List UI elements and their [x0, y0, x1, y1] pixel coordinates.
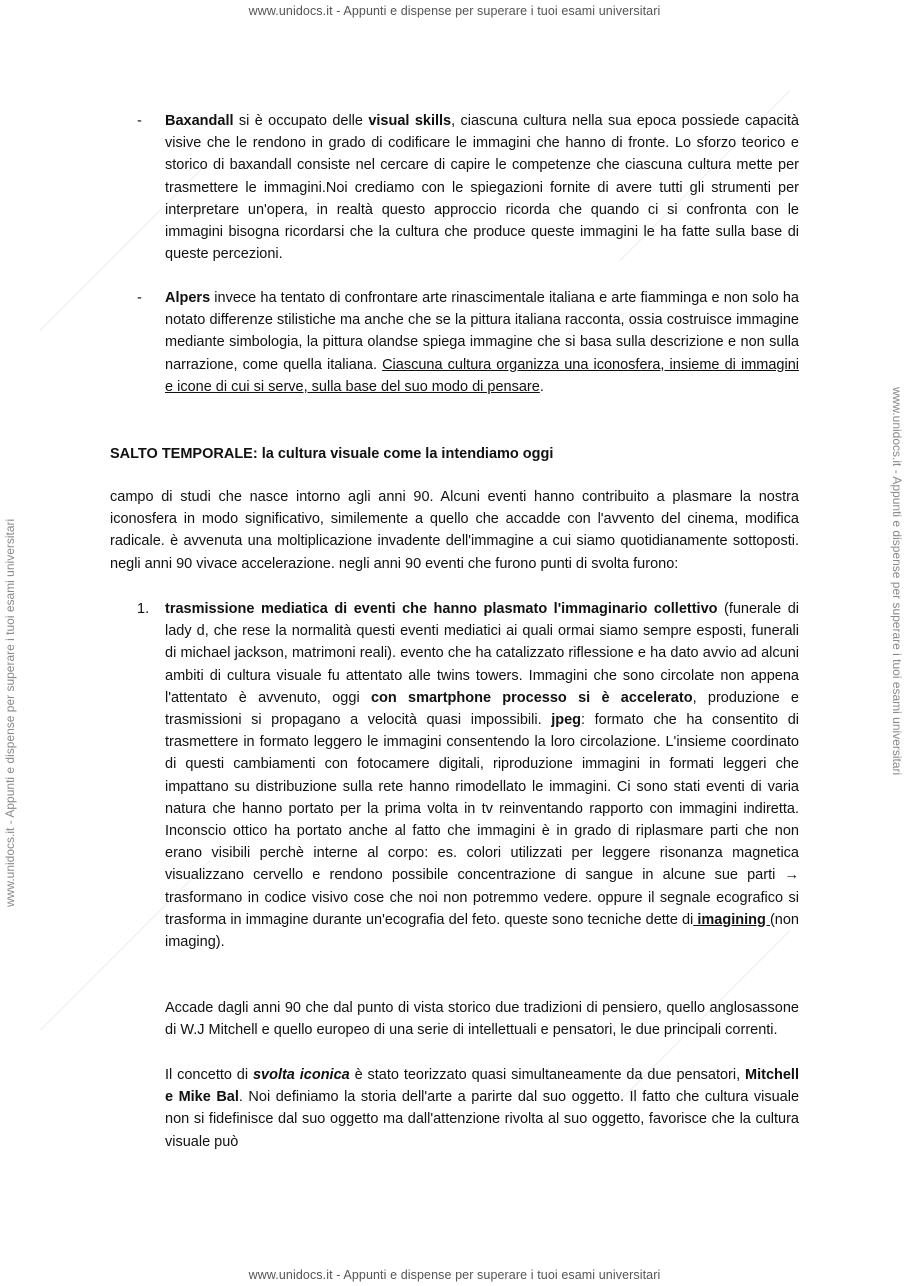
- underlined-sentence: Ciascuna cultura organizza una iconosfera, insieme di immagini e icone di cui si serve, sulla base del suo modo di pensare: [165, 356, 799, 395]
- text: , produzione e trasmissioni si propagano a velocità quasi impossibili.: [165, 689, 799, 729]
- author-names: Mitchell e Mike Bal: [165, 1067, 799, 1106]
- text: Il concetto di: [165, 1067, 253, 1083]
- text: , ciascuna cultura nella sua epoca possiede capacità visive che le rendono in grado di codificare le immagini che hanno di fronte. Lo sforzo teorico e storico di baxandall consiste nel cercare di capire le competenze che ciascuna cultura mette per trasmettere le immagini.Noi crediamo con le spiegazioni fornite di avere tutti gli strumenti per interpretare un'opera, in realtà questo approccio ricorda che quando ci si confronta con le immagini bisogna ricordarsi che la cultura che produce queste immagini le ha fatte sulla base di queste percezioni.: [165, 113, 799, 263]
- key-term: visual skills: [368, 113, 452, 129]
- watermark-side-right: www.unidocs.it - Appunti e dispense per superare i tuoi esami universitari: [890, 387, 904, 776]
- key-term: trasmissione mediatica di eventi che hanno plasmato l'immaginario collettivo: [165, 601, 718, 617]
- key-term-italic: svolta iconica: [252, 1067, 350, 1083]
- text: invece ha tentato di confrontare arte rinascimentale italiana e arte fiamminga e non solo ha notato differenze stilistiche ma anche che se la pittura italiana racconta, ossia costruisce immagine mediante simbologia, la pittura olandse spiega immagine che si basa sulla descrizione e non sulla narrazione, come quella italiana.: [165, 290, 799, 373]
- author-name: Alpers: [165, 290, 211, 306]
- list-item-alpers: [165, 287, 799, 398]
- key-term: jpeg: [551, 712, 582, 729]
- text: è stato teorizzato quasi simultaneamente da due pensatori,: [349, 1067, 746, 1083]
- text: si è occupato delle: [233, 113, 369, 129]
- watermark-side-left: www.unidocs.it - Appunti e dispense per superare i tuoi esami universitari: [3, 518, 17, 907]
- key-term: con smartphone processo si è accelerato: [370, 689, 693, 706]
- intro-paragraph: campo di studi che nasce intorno agli anni 90. Alcuni eventi hanno contribuito a plasmare la nostra iconosfera in modo significativo, simile​mente a quello che accadde con l'avvento del cinema, modifica radicale. è avvenuta una moltiplicazione invadente dell'immagine a cui siamo quotidianamente sottoposti. negli anni 90 vivace accelerazione. negli anni 90 eventi che furono punti di svolta furono:: [110, 489, 799, 572]
- list-item-baxandall: [165, 110, 799, 265]
- section-heading: SALTO TEMPORALE: la cultura visuale come la intendiamo oggi: [110, 446, 554, 462]
- watermark-footer[interactable]: www.unidocs.it - Appunti e dispense per superare i tuoi esami universitari: [248, 1268, 661, 1282]
- list-item-events: [165, 598, 799, 953]
- list-marker: -: [137, 113, 142, 129]
- author-name: Baxandall: [165, 113, 234, 129]
- paragraph-iconic-turn: [165, 1064, 799, 1153]
- text: : formato che ha consentito di trasmettere in formato leggero le immagini consentendo la loro circolazione. L'insieme coordinato di questi cambiamenti con fotocamere digitali, riproduzione immagini in formati leggeri che impattano su distribuzione sulla rete hanno rimodellato le immagini. Ci sono stati eventi di varia natura che hanno portato per la prima volta in tv reinventando rapporto con immagini indiretta. Inconscio ottico ha portato anche al fatto che immagini è in grado di riplasmare parti che non erano visibili perchè interne al corpo: es. colori utilizzati per leggere risonanza magnetica visualizzano cervello e rendono possibile concentrazione di sangue in alcune sue parti → trasformano in codice visivo cose che noi non potremmo vedere. oppure il segnale ecografico si trasforma in immagine durante un'ecografia del feto. queste sono tecniche dette di: [165, 712, 799, 928]
- text: . Noi definiamo la storia dell'arte a parirte dal suo oggetto. Il fatto che cultura visuale non si fidefinisce dal suo oggetto ma dall'attenzione rivolta al suo oggetto, favorisce che la cultura visuale può: [165, 1089, 800, 1150]
- list-marker: -: [137, 290, 142, 306]
- text: (non imaging).: [165, 911, 799, 951]
- text: .: [539, 378, 544, 395]
- text: (funerale di lady d, che rese la normalità questi eventi mediatici ai quali ormai siamo sempre esposti, funerali di michael jackson, matrimoni reali). evento che ha catalizzato riflessione e ha dato avvio ad alcuni ambiti di cultura visuale fu attentato alle twins towers. Immagini che sono circolate non appena l'attentato è avvenuto, oggi: [165, 601, 799, 706]
- list-number: 1.: [137, 601, 150, 617]
- watermark-header[interactable]: www.unidocs.it - Appunti e dispense per superare i tuoi esami universitari: [248, 4, 661, 18]
- paragraph-traditions: Accade dagli anni 90 che dal punto di vista storico due tradizioni di pensiero, quello anglosassone di W.J Mitchell e quello europeo di una serie di intellettuali e pensatori, le due principali correnti.: [165, 1000, 799, 1039]
- key-term-underlined: imagining: [693, 911, 770, 928]
